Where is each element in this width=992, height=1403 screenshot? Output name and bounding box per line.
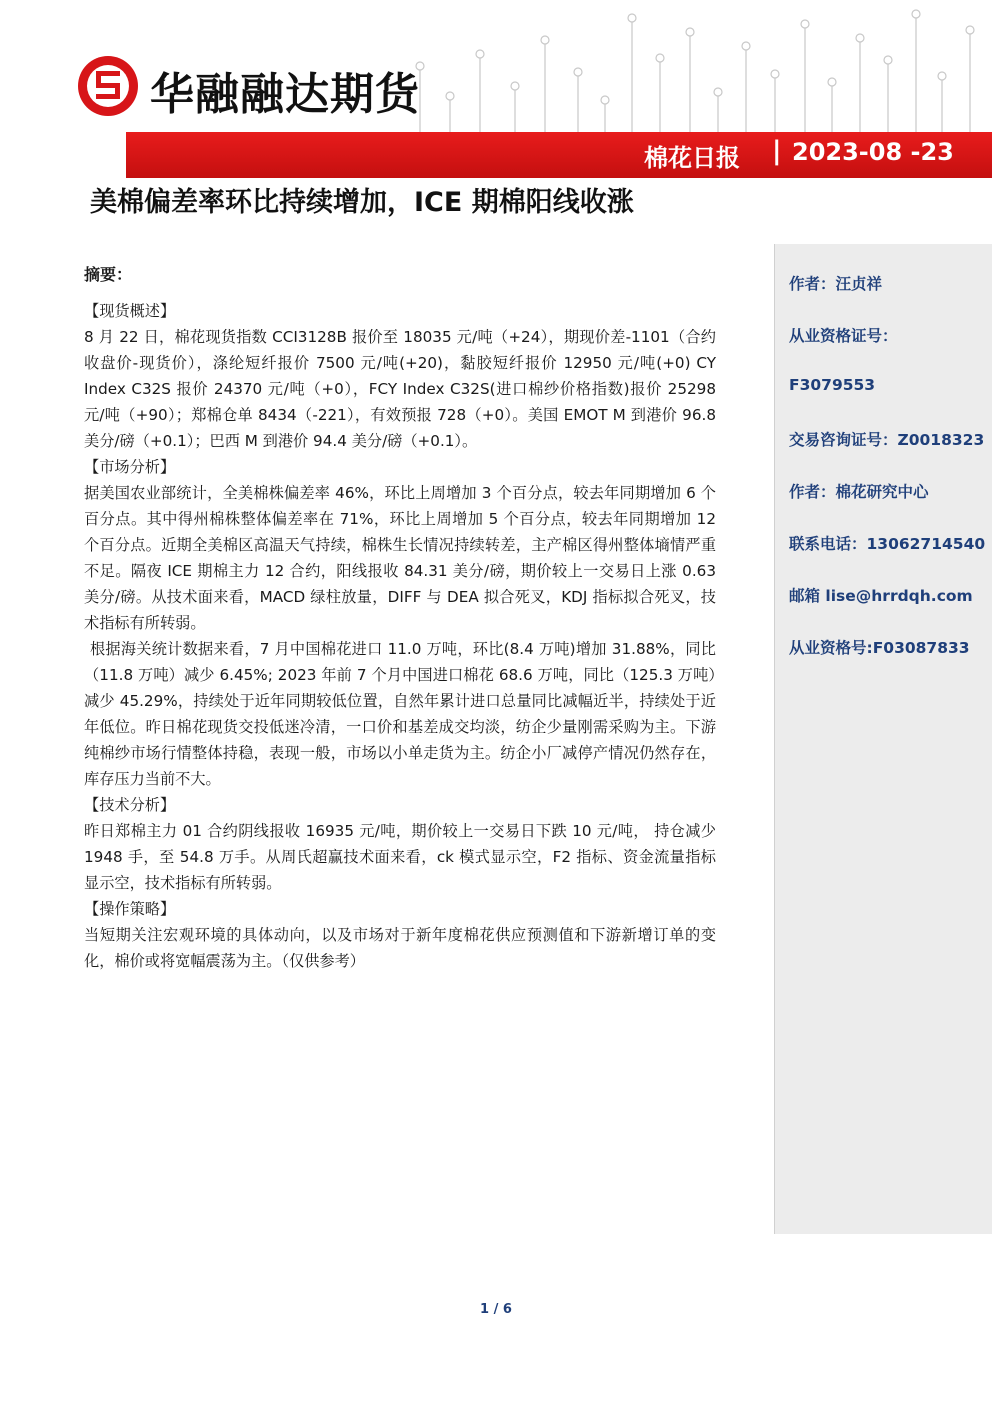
section-paragraph: 当短期关注宏观环境的具体动向，以及市场对于新年度棉花供应预测值和下游新增订单的变化，棉价或将宽幅震荡为主。（仅供参考） — [84, 926, 716, 970]
contact-phone: 联系电话：13062714540 — [789, 535, 986, 553]
section-paragraph: 昨日郑棉主力 01 合约阴线报收 16935 元/吨，期价较上一交易日下跌 10 元/吨， 持仓减少 1948 手，至 54.8 万手。从周氏超赢技术面来看，ck 模式显示空，F2 指标、资金流量指标显示空，技术指标有所转弱。 — [84, 822, 716, 892]
report-separator: | — [772, 136, 782, 166]
summary-label: 摘要： — [84, 265, 133, 284]
section-paragraph: 根据海关统计数据来看，7 月中国棉花进口 11.0 万吨，环比(8.4 万吨)增加 31.88%，同比（11.8 万吨）减少 6.45%; 2023 年前 7 个月中国进口棉花 68.6 万吨，同比（125.3 万吨）减少 45.29%，持续处于近年同期较低位置，自然年累计进口总量同比减幅近半，持续处于近年低位。昨日棉花现货交投低迷冷清，一口价和基差成交均淡，纺企少量刚需采购为主。下游纯棉纱市场行情整体持稳，表现一般，市场以小单走货为主。纺企小厂减停产情况仍然存在，库存压力当前不大。 — [84, 640, 716, 788]
report-type: 棉花日报 — [644, 144, 740, 172]
qualification-number-2: 从业资格号:F03087833 — [789, 639, 970, 657]
section-heading: 【现货概述】 — [84, 302, 176, 320]
company-logo — [76, 54, 140, 118]
author-name: 作者：汪贞祥 — [789, 275, 883, 293]
author-team: 作者：棉花研究中心 — [789, 483, 929, 501]
section-heading: 【技术分析】 — [84, 796, 176, 814]
consulting-number: 交易咨询证号：Z0018323 — [789, 431, 985, 449]
report-date: 2023-08 -23 — [792, 138, 954, 166]
brand-name: 华融融达期货 — [150, 69, 420, 120]
author-sidebar — [774, 244, 992, 1234]
section-heading: 【操作策略】 — [84, 900, 176, 918]
qualification-number: F3079553 — [789, 376, 876, 394]
banner-left-cap — [6, 132, 126, 178]
section-heading: 【市场分析】 — [84, 458, 176, 476]
contact-email: 邮箱 lise@hrrdqh.com — [789, 587, 973, 605]
section-paragraph: 8 月 22 日，棉花现货指数 CCI3128B 报价至 18035 元/吨（+24），期现价差-1101（合约收盘价-现货价），涤纶短纤报价 7500 元/吨(+20)，黏胶短纤报价 12950 元/吨(+0) CY Index C32S 报价 24370 元/吨（+0），FCY Index C32S(进口棉纱价格指数)报价 25298 元/吨（+90）；郑棉仓单 8434（-221），有效预报 728（+0）。美国 EMOT M 到港价 96.8 美分/磅（+0.1）；巴西 M 到港价 94.4 美分/磅（+0.1）。 — [84, 328, 716, 450]
page-number: 1 / 6 — [480, 1302, 512, 1317]
qualification-label: 从业资格证号： — [789, 327, 898, 345]
section-paragraph: 据美国农业部统计，全美棉株偏差率 46%，环比上周增加 3 个百分点，较去年同期增加 6 个百分点。其中得州棉株整体偏差率在 71%，环比上周增加 5 个百分点，较去年同期增加 12 个百分点。近期全美棉区高温天气持续，棉株生长情况持续转差，主产棉区得州整体墒情严重不足。隔夜 ICE 期棉主力 12 合约，阳线报收 84.31 美分/磅，期价较上一交易日上涨 0.63 美分/磅。从技术面来看，MACD 绿柱放量，DIFF 与 DEA 拟合死叉，KDJ 指标拟合死叉，技术指标有所转弱。 — [84, 484, 716, 632]
report-title: 美棉偏差率环比持续增加，ICE 期棉阳线收涨 — [90, 187, 634, 218]
header-decoration — [380, 0, 992, 132]
report-body — [84, 262, 716, 974]
